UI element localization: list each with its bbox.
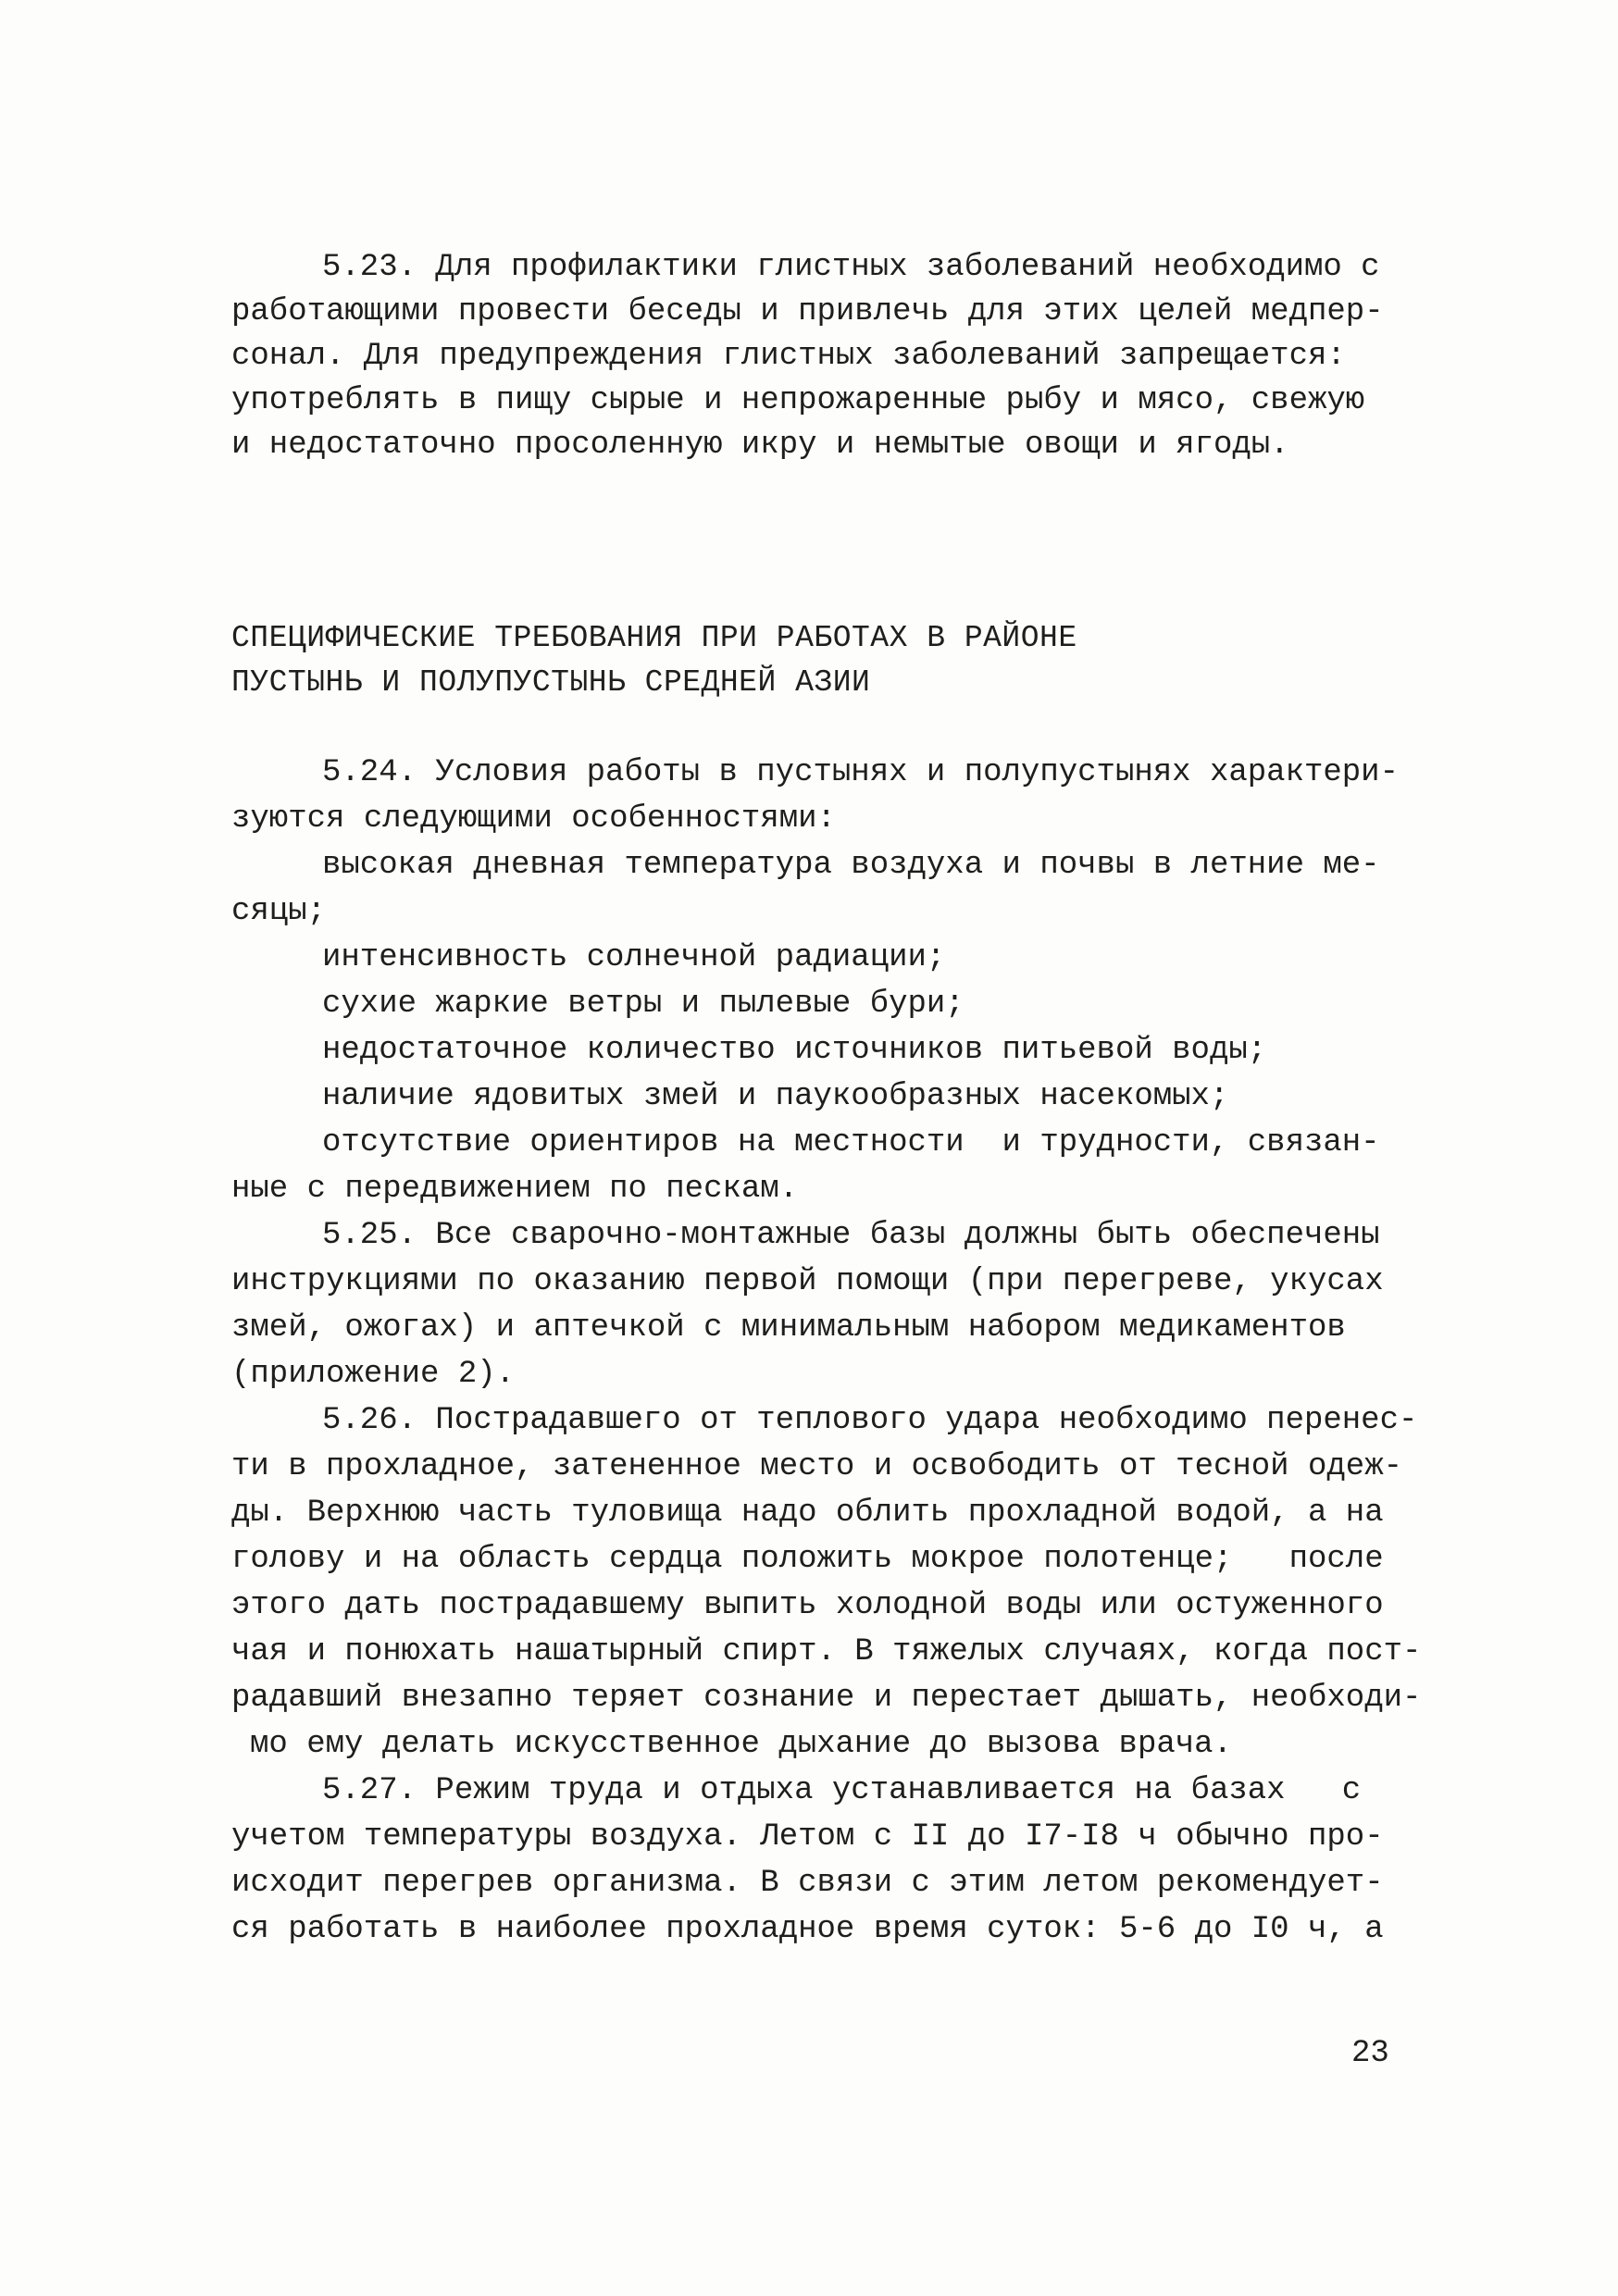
text-line: работающими провести беседы и привлечь для этих целей медпер- — [231, 294, 1384, 329]
list-item: интенсивность солнечной радиации; — [322, 940, 946, 975]
text-line: ся работать в наиболее прохладное время суток: 5-6 до I0 ч, а — [231, 1912, 1384, 1947]
list-item: сухие жаркие ветры и пылевые бури; — [322, 987, 965, 1022]
text-line: сонал. Для предупреждения глистных заболеваний запрещается: — [231, 339, 1346, 374]
text-line: (приложение 2). — [231, 1357, 516, 1392]
text-line: 5.23. Для профилактики глистных заболеваний необходимо с — [322, 250, 1380, 285]
text-line: ные с передвижением по пескам. — [231, 1172, 799, 1207]
text-line: и недостаточно просоленную икру и немытые овощи и ягоды. — [231, 428, 1289, 463]
list-item: высокая дневная температура воздуха и почвы в летние ме- — [322, 848, 1380, 883]
text-line: исходит перегрев организма. В связи с этим летом рекомендует- — [231, 1866, 1384, 1901]
text-line: змей, ожогах) и аптечкой с минимальным набором медикаментов — [231, 1310, 1346, 1346]
text-line: употреблять в пищу сырые и непрожаренные рыбу и мясо, свежую — [231, 383, 1365, 418]
paragraph-5-23 — [231, 245, 1398, 467]
list-item: наличие ядовитых змей и паукообразных насекомых; — [322, 1079, 1229, 1114]
text-line: радавший внезапно теряет сознание и перестает дышать, необходи- — [231, 1681, 1422, 1716]
text-line: зуются следующими особенностями: — [231, 801, 836, 837]
text-line: 5.25. Все сварочно-монтажные базы должны быть обеспечены — [322, 1218, 1380, 1253]
text-line: голову и на область сердца положить мокрое полотенце; после — [231, 1542, 1384, 1577]
text-line: 5.26. Пострадавшего от теплового удара необходимо перенес- — [322, 1403, 1418, 1438]
heading-line: ПУСТЫНЬ И ПОЛУПУСТЫНЬ СРЕДНЕЙ АЗИИ — [231, 665, 871, 700]
text-line: 5.27. Режим труда и отдыха устанавливается на базах с — [322, 1773, 1362, 1808]
text-line: 5.24. Условия работы в пустынях и полупустынях характери- — [322, 755, 1399, 790]
section-heading — [231, 616, 1398, 705]
text-line: мо ему делать искусственное дыхание до вызова врача. — [250, 1727, 1232, 1762]
text-line: сяцы; — [231, 894, 327, 929]
text-line: учетом температуры воздуха. Летом с II до I7-I8 ч обычно про- — [231, 1819, 1384, 1855]
text-line: ти в прохладное, затененное место и освободить от тесной одеж- — [231, 1449, 1403, 1484]
list-item: отсутствие ориентиров на местности и трудности, связан- — [322, 1125, 1380, 1160]
section-body — [231, 750, 1422, 1953]
text-line: этого дать пострадавшему выпить холодной воды или остуженного — [231, 1588, 1384, 1623]
list-item: недостаточное количество источников питьевой воды; — [322, 1033, 1267, 1068]
text-line: чая и понюхать нашатырный спирт. В тяжелых случаях, когда пост- — [231, 1634, 1422, 1669]
text-line: инструкциями по оказанию первой помощи (при перегреве, укусах — [231, 1264, 1384, 1299]
page-number: 23 — [1351, 2036, 1389, 2071]
heading-line: СПЕЦИФИЧЕСКИЕ ТРЕБОВАНИЯ ПРИ РАБОТАХ В РАЙОНЕ — [231, 621, 1077, 655]
text-line: ды. Верхнюю часть туловища надо облить прохладной водой, а на — [231, 1496, 1384, 1531]
